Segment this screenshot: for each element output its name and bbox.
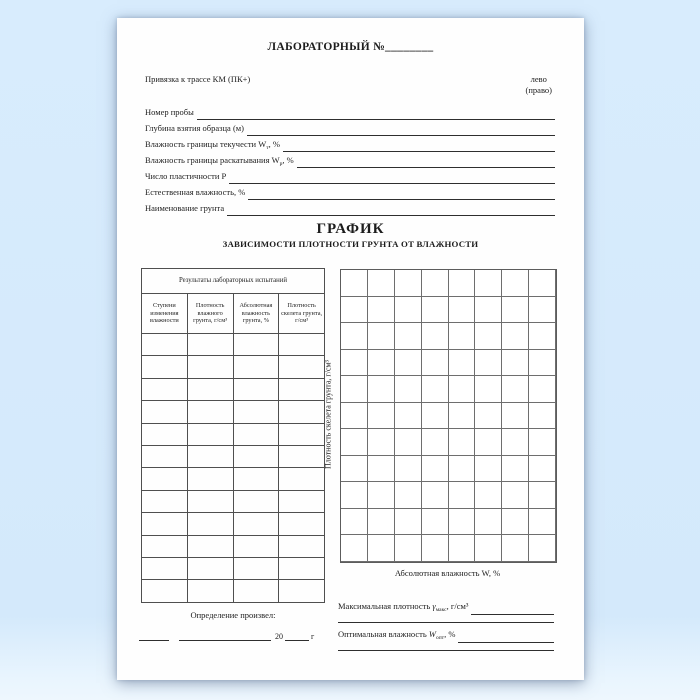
w-symbol: W <box>428 629 436 639</box>
grid-cell <box>475 323 502 350</box>
col-header-wet-density: Плотность влажного грунта, г/см³ <box>187 294 233 334</box>
binding-row <box>145 74 552 95</box>
grid-cell <box>529 350 556 377</box>
results-table-body <box>142 334 325 603</box>
grid-cell <box>341 376 368 403</box>
empty-cell <box>233 445 279 467</box>
form-fields <box>145 104 555 216</box>
empty-cell <box>233 513 279 535</box>
table-row <box>142 490 325 512</box>
grid-cell <box>449 297 476 324</box>
table-row <box>142 356 325 378</box>
grid-cell <box>475 456 502 483</box>
year-prefix: 20 <box>275 632 283 641</box>
grid-cell <box>475 482 502 509</box>
grid-cell <box>341 323 368 350</box>
x-axis-label: Абсолютная влажность W, % <box>394 568 501 578</box>
empty-cell <box>279 557 325 579</box>
grid-cell <box>395 429 422 456</box>
empty-cell <box>279 468 325 490</box>
determination-label: Определение произвел: <box>190 610 276 620</box>
grid-cell <box>395 270 422 297</box>
grid-cell <box>475 270 502 297</box>
empty-cell <box>233 378 279 400</box>
grid-cell <box>502 482 529 509</box>
side-note-right: (право) <box>525 84 552 95</box>
empty-cell <box>142 378 188 400</box>
grid-cell <box>368 509 395 536</box>
opt-moisture-line: Оптимальная влажность $W_{опт}$, % <box>338 630 554 643</box>
blank-line <box>229 172 555 184</box>
grid-cell <box>502 270 529 297</box>
grid-cell <box>502 376 529 403</box>
grid-cell <box>529 456 556 483</box>
grid-cell <box>341 429 368 456</box>
grid-cell <box>422 297 449 324</box>
empty-cell <box>187 490 233 512</box>
grid-cell <box>341 535 368 562</box>
grid-cell <box>529 376 556 403</box>
blank-line <box>248 188 555 200</box>
empty-cell <box>233 557 279 579</box>
grid-cell <box>422 535 449 562</box>
grid-cell <box>502 429 529 456</box>
grid-cell <box>529 509 556 536</box>
grid-cell <box>395 350 422 377</box>
grid-cell <box>395 376 422 403</box>
table-row <box>142 378 325 400</box>
form-sheet <box>117 18 584 680</box>
side-note-left: лево <box>530 74 547 84</box>
empty-cell <box>187 535 233 557</box>
grid-cell <box>449 323 476 350</box>
grid-cell <box>475 535 502 562</box>
page-title: ЛАБОРАТОРНЫЙ №________ <box>267 41 434 53</box>
grid-cell <box>368 376 395 403</box>
grid-cell <box>395 323 422 350</box>
grid-cell <box>449 456 476 483</box>
grid-cell <box>449 509 476 536</box>
empty-cell <box>187 580 233 602</box>
grid-cell <box>395 535 422 562</box>
blank-line <box>247 124 555 136</box>
grid-cell <box>449 350 476 377</box>
empty-cell <box>187 401 233 423</box>
table-row <box>142 401 325 423</box>
blank-line <box>283 140 555 152</box>
grid-cell <box>368 456 395 483</box>
empty-cell <box>187 557 233 579</box>
table-row <box>142 423 325 445</box>
table-row <box>142 557 325 579</box>
empty-cell <box>233 423 279 445</box>
field-sample-number: Номер пробы <box>145 104 555 120</box>
table-group-header: Результаты лабораторных испытаний <box>142 269 325 294</box>
signature-blank <box>139 631 169 641</box>
empty-cell <box>142 356 188 378</box>
empty-cell <box>142 580 188 602</box>
grid-cell <box>422 323 449 350</box>
empty-cell <box>279 401 325 423</box>
empty-cell <box>142 468 188 490</box>
grid-cell <box>368 535 395 562</box>
grid-cell <box>395 509 422 536</box>
grid-cell <box>368 323 395 350</box>
grid-cell <box>449 429 476 456</box>
binding-label: Привязка к трассе КМ (ПК+) <box>145 74 251 84</box>
blank-line <box>197 108 555 120</box>
grid-cell <box>368 429 395 456</box>
empty-cell <box>187 334 233 356</box>
grid-cell <box>395 403 422 430</box>
table-row <box>142 580 325 602</box>
empty-cell <box>233 401 279 423</box>
grid-cell <box>449 535 476 562</box>
grid-cell <box>341 456 368 483</box>
blank-line <box>297 156 555 168</box>
grid-cell <box>341 297 368 324</box>
empty-cell <box>187 423 233 445</box>
empty-cell <box>279 423 325 445</box>
grid-cell <box>475 429 502 456</box>
field-liquid-limit: Влажность границы текучести $W_т$, % <box>145 136 555 152</box>
field-plastic-limit: Влажность границы раскатывания $W_р$, % <box>145 152 555 168</box>
empty-cell <box>233 490 279 512</box>
grid-cell <box>368 482 395 509</box>
grid-cell <box>395 297 422 324</box>
grid-cell <box>502 403 529 430</box>
name-blank <box>179 631 271 641</box>
empty-cell <box>233 580 279 602</box>
empty-cell <box>279 513 325 535</box>
gamma-symbol: γ <box>432 601 436 611</box>
empty-cell <box>142 557 188 579</box>
blank-line <box>471 603 554 615</box>
grid-cell <box>422 403 449 430</box>
results-table <box>141 268 325 603</box>
grid-cell <box>341 482 368 509</box>
grid-cell <box>422 350 449 377</box>
grid-cell <box>395 482 422 509</box>
grid-cell <box>449 376 476 403</box>
table-row <box>142 513 325 535</box>
graph-title-sub: ЗАВИСИМОСТИ ПЛОТНОСТИ ГРУНТА ОТ ВЛАЖНОСТИ <box>222 239 479 249</box>
empty-cell <box>233 334 279 356</box>
blank-rule <box>338 650 554 651</box>
plot-grid <box>340 269 557 563</box>
empty-cell <box>142 401 188 423</box>
grid-cell <box>395 456 422 483</box>
table-row <box>142 468 325 490</box>
empty-cell <box>279 356 325 378</box>
empty-cell <box>142 490 188 512</box>
empty-cell <box>142 513 188 535</box>
grid-cell <box>422 482 449 509</box>
grid-cell <box>422 429 449 456</box>
signature-row <box>139 631 339 641</box>
empty-cell <box>279 580 325 602</box>
grid-cell <box>529 270 556 297</box>
max-density-line: Максимальная плотность $\gamma_{макс}$, г/см³ <box>338 602 554 615</box>
grid-cell <box>368 270 395 297</box>
grid-cell <box>529 323 556 350</box>
grid-cell <box>341 270 368 297</box>
empty-cell <box>279 535 325 557</box>
empty-cell <box>142 445 188 467</box>
table-row <box>142 535 325 557</box>
y-axis-label: Плотность скелета грунта, г/см³ <box>323 360 333 470</box>
empty-cell <box>279 445 325 467</box>
field-natural-moisture: Естественная влажность, % <box>145 184 555 200</box>
grid-cell <box>475 297 502 324</box>
grid-cell <box>502 297 529 324</box>
grid-cell <box>449 403 476 430</box>
grid-cell <box>529 482 556 509</box>
empty-cell <box>233 468 279 490</box>
grid-cell <box>368 297 395 324</box>
blank-line <box>458 631 554 643</box>
col-header-moisture-stage: Ступени изменения влажности <box>142 294 188 334</box>
empty-cell <box>233 535 279 557</box>
empty-cell <box>142 423 188 445</box>
grid-cell <box>341 509 368 536</box>
empty-cell <box>187 513 233 535</box>
grid-cell <box>475 376 502 403</box>
table-row <box>142 334 325 356</box>
empty-cell <box>279 378 325 400</box>
year-blank <box>285 631 309 641</box>
grid-cell <box>529 403 556 430</box>
grid-cell <box>502 535 529 562</box>
grid-cell <box>449 270 476 297</box>
grid-cell <box>502 350 529 377</box>
grid-cell <box>475 509 502 536</box>
grid-cell <box>368 350 395 377</box>
grid-cell <box>449 482 476 509</box>
col-header-skeleton-density: Плотность скелета грунта, г/см³ <box>279 294 325 334</box>
grid-cell <box>422 456 449 483</box>
year-suffix: г <box>311 632 315 641</box>
blank-line <box>227 204 555 216</box>
empty-cell <box>279 334 325 356</box>
empty-cell <box>279 490 325 512</box>
grid-cell <box>529 297 556 324</box>
grid-cell <box>422 270 449 297</box>
side-note <box>526 74 552 95</box>
grid-cell <box>529 429 556 456</box>
empty-cell <box>233 356 279 378</box>
empty-cell <box>187 445 233 467</box>
grid-cell <box>475 350 502 377</box>
empty-cell <box>142 535 188 557</box>
field-plasticity-index: Число пластичности Р <box>145 168 555 184</box>
grid-cell <box>475 403 502 430</box>
grid-cell <box>341 350 368 377</box>
table-group-header-row <box>142 269 325 294</box>
field-sampling-depth: Глубина взятия образца (м) <box>145 120 555 136</box>
empty-cell <box>142 334 188 356</box>
grid-cell <box>422 376 449 403</box>
field-soil-name: Наименование грунта <box>145 200 555 216</box>
empty-cell <box>187 378 233 400</box>
grid-cell <box>529 535 556 562</box>
grid-cell <box>341 403 368 430</box>
table-column-header-row <box>142 294 325 334</box>
grid-cell <box>502 456 529 483</box>
grid-cell <box>502 323 529 350</box>
grid-cell <box>368 403 395 430</box>
empty-cell <box>187 356 233 378</box>
graph-title <box>117 221 584 249</box>
col-header-abs-moisture: Абсолютная влажность грунта, % <box>233 294 279 334</box>
graph-title-main: ГРАФИК <box>316 221 385 237</box>
table-row <box>142 445 325 467</box>
grid-cell <box>502 509 529 536</box>
grid-cell <box>422 509 449 536</box>
empty-cell <box>187 468 233 490</box>
blank-rule <box>338 622 554 623</box>
